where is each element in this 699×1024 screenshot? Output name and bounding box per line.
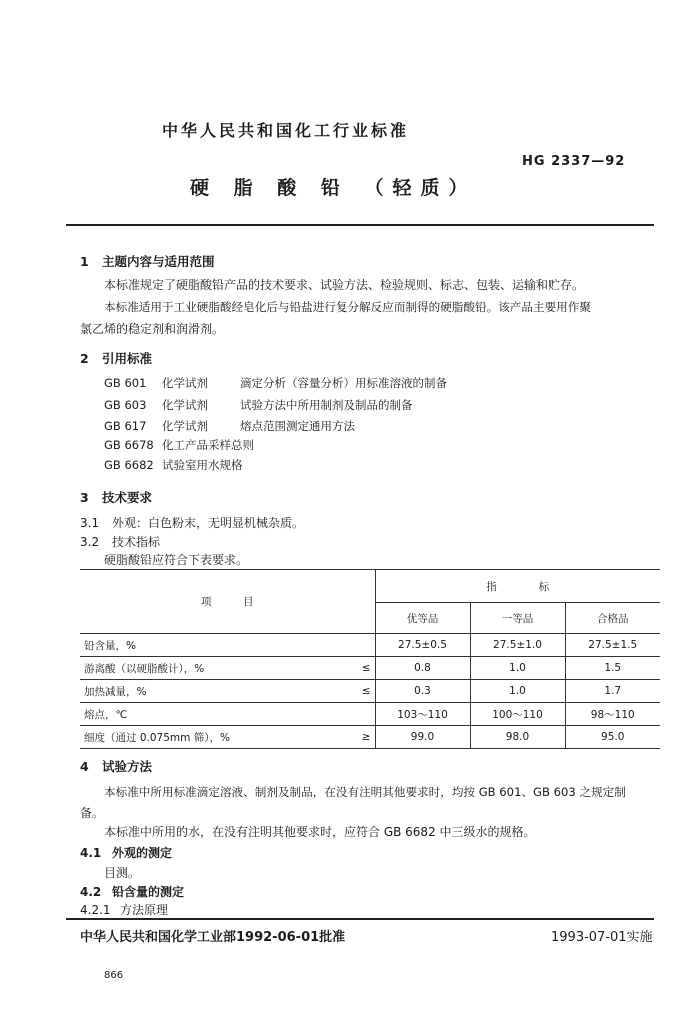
value-cell: 1.0 bbox=[470, 657, 565, 680]
item-name: 细度（通过 0.075mm 筛），% bbox=[80, 726, 345, 749]
reference-item bbox=[104, 375, 447, 391]
section-1-heading bbox=[80, 252, 215, 270]
reference-item bbox=[104, 437, 254, 453]
reference-kind: 化学试剂 bbox=[162, 376, 208, 390]
value-cell: 1.7 bbox=[565, 680, 660, 703]
subsection-4-1-text: 目测。 bbox=[104, 866, 141, 880]
reference-code: GB 603 bbox=[104, 398, 147, 412]
item-header: 项 目 bbox=[80, 570, 375, 634]
subsection-text: 方法原理 bbox=[120, 903, 169, 917]
value-cell: 1.5 bbox=[565, 657, 660, 680]
subsection-number: 4.2 bbox=[80, 885, 102, 899]
section-1-paragraph-2-cont: 氯乙烯的稳定剂和润滑剂。 bbox=[80, 322, 225, 336]
subsection-3-1 bbox=[80, 514, 304, 531]
comparison-sign: ≥ bbox=[345, 726, 375, 749]
section-title: 主题内容与适用范围 bbox=[102, 254, 215, 269]
comparison-sign: ≤ bbox=[345, 680, 375, 703]
header-rule bbox=[66, 224, 654, 226]
section-number: 4 bbox=[80, 759, 89, 774]
subsection-4-2-1 bbox=[80, 901, 168, 918]
section-4-paragraph-1-cont: 备。 bbox=[80, 806, 105, 820]
item-name: 加热减量，% bbox=[80, 680, 345, 703]
reference-code: GB 6678 bbox=[104, 438, 154, 452]
value-cell: 27.5±1.5 bbox=[565, 634, 660, 657]
subsection-4-2 bbox=[80, 883, 184, 900]
section-title: 试验方法 bbox=[102, 759, 153, 774]
section-1-paragraph-2: 本标准适用于工业硬脂酸经皂化后与铅盐进行复分解反应而制得的硬脂酸铅。该产品主要用作聚 bbox=[104, 300, 591, 314]
reference-item bbox=[104, 457, 243, 473]
subsection-number: 4.2.1 bbox=[80, 903, 111, 917]
specification-table bbox=[80, 569, 660, 749]
value-cell: 1.0 bbox=[470, 680, 565, 703]
value-cell: 103～110 bbox=[375, 703, 470, 726]
item-name: 熔点，℃ bbox=[80, 703, 345, 726]
reference-code: GB 617 bbox=[104, 419, 147, 433]
subsection-4-1 bbox=[80, 844, 172, 861]
section-title: 技术要求 bbox=[102, 490, 153, 505]
reference-kind: 化学试剂 bbox=[162, 398, 208, 412]
section-number: 3 bbox=[80, 490, 89, 505]
table-row bbox=[80, 703, 660, 726]
reference-title: 滴定分析（容量分析）用标准溶液的制备 bbox=[240, 376, 447, 390]
section-4-paragraph-1: 本标准中所用标准滴定溶液、制剂及制品，在没有注明其他要求时，均按 GB 601、GB 603 之规定制 bbox=[104, 785, 626, 799]
value-cell: 0.3 bbox=[375, 680, 470, 703]
subsection-title: 铅含量的测定 bbox=[112, 885, 185, 899]
reference-item bbox=[104, 418, 355, 434]
value-cell: 98.0 bbox=[470, 726, 565, 749]
document-title: 硬 脂 酸 铅 （轻质） bbox=[190, 177, 477, 199]
value-cell: 99.0 bbox=[375, 726, 470, 749]
table-row bbox=[80, 657, 660, 680]
section-4-heading bbox=[80, 757, 152, 775]
subsection-number: 4.1 bbox=[80, 846, 102, 860]
subsection-number: 3.2 bbox=[80, 535, 100, 549]
reference-title: 熔点范围测定通用方法 bbox=[240, 419, 355, 433]
item-name: 游离酸（以硬脂酸计），% bbox=[80, 657, 345, 680]
approval-line: 中华人民共和国化学工业部1992-06-01批准 bbox=[80, 930, 346, 945]
subsection-3-2 bbox=[80, 533, 160, 550]
page-number: 866 bbox=[104, 970, 124, 981]
reference-kind: 化学试剂 bbox=[162, 419, 208, 433]
standard-code: HG 2337—92 bbox=[522, 154, 626, 169]
reference-kind: 化工产品采样总则 bbox=[162, 438, 254, 452]
value-cell: 0.8 bbox=[375, 657, 470, 680]
grade-header: 一等品 bbox=[470, 603, 565, 634]
grade-header: 优等品 bbox=[375, 603, 470, 634]
subsection-title: 外观的测定 bbox=[112, 846, 173, 860]
section-number: 1 bbox=[80, 254, 89, 269]
section-number: 2 bbox=[80, 351, 89, 366]
reference-code: GB 601 bbox=[104, 376, 147, 390]
value-cell: 98～110 bbox=[565, 703, 660, 726]
value-cell: 27.5±0.5 bbox=[375, 634, 470, 657]
section-2-heading bbox=[80, 349, 152, 367]
implementation-date: 1993-07-01实施 bbox=[551, 930, 653, 945]
reference-title: 试验方法中所用制剂及制品的制备 bbox=[240, 398, 413, 412]
table-intro: 硬脂酸铅应符合下表要求。 bbox=[104, 553, 249, 567]
table-row bbox=[80, 726, 660, 749]
section-3-heading bbox=[80, 488, 152, 506]
reference-code: GB 6682 bbox=[104, 458, 154, 472]
subsection-number: 3.1 bbox=[80, 516, 100, 530]
table-header-row bbox=[80, 570, 660, 603]
footer-rule bbox=[66, 918, 654, 920]
value-cell: 27.5±1.0 bbox=[470, 634, 565, 657]
reference-kind: 试验室用水规格 bbox=[162, 458, 243, 472]
value-cell: 95.0 bbox=[565, 726, 660, 749]
comparison-sign: ≤ bbox=[345, 657, 375, 680]
index-header: 指 标 bbox=[375, 570, 660, 603]
comparison-sign bbox=[345, 634, 375, 657]
subsection-text: 外观：白色粉末，无明显机械杂质。 bbox=[112, 516, 305, 530]
table-row bbox=[80, 634, 660, 657]
section-1-paragraph-1: 本标准规定了硬脂酸铅产品的技术要求、试验方法、检验规则、标志、包装、运输和贮存。 bbox=[104, 278, 585, 292]
standard-organization: 中华人民共和国化工行业标准 bbox=[162, 121, 410, 140]
item-name: 铅含量，% bbox=[80, 634, 345, 657]
table-row bbox=[80, 680, 660, 703]
section-4-paragraph-2: 本标准中所用的水，在没有注明其他要求时，应符合 GB 6682 中三级水的规格。 bbox=[104, 825, 536, 839]
grade-header: 合格品 bbox=[565, 603, 660, 634]
comparison-sign bbox=[345, 703, 375, 726]
value-cell: 100～110 bbox=[470, 703, 565, 726]
reference-item bbox=[104, 397, 413, 413]
subsection-text: 技术指标 bbox=[112, 535, 161, 549]
section-title: 引用标准 bbox=[102, 351, 153, 366]
